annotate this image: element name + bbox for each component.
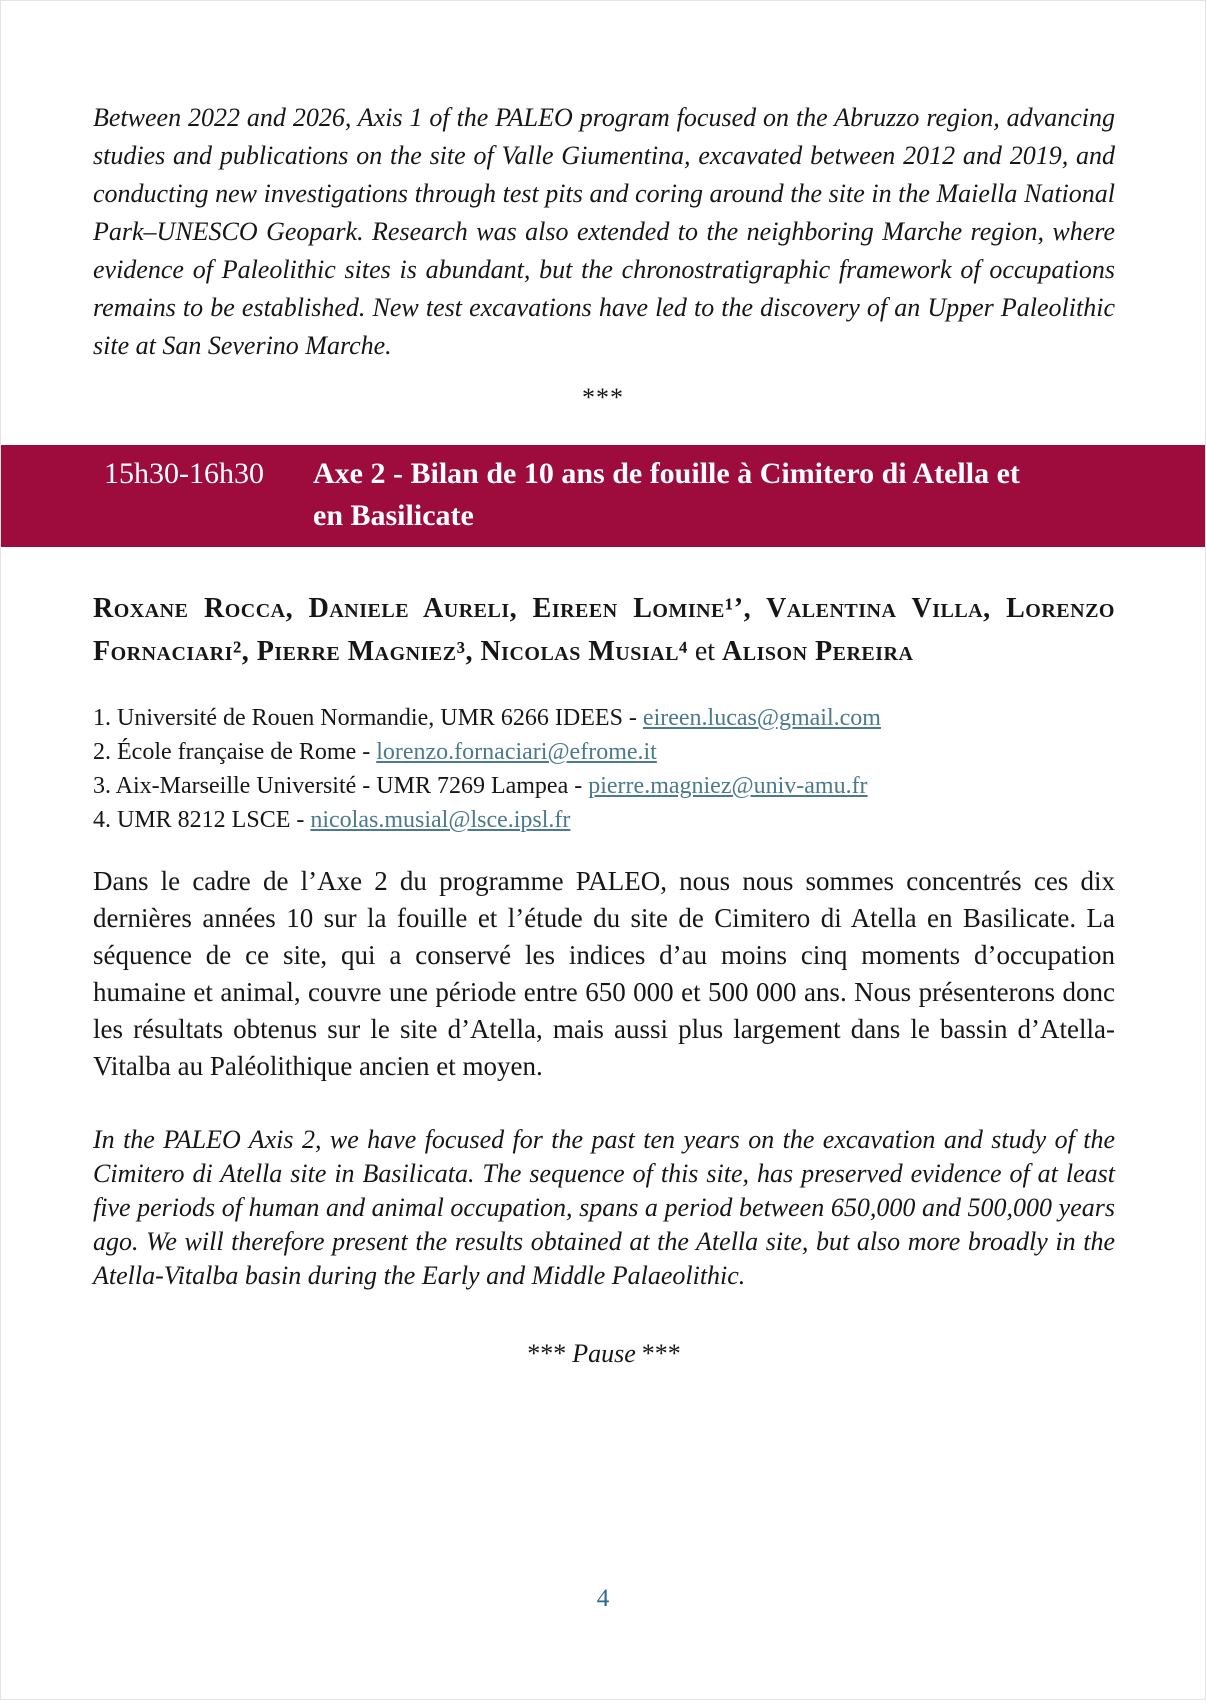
affiliations-list bbox=[93, 701, 1115, 837]
session-time: 15h30-16h30 bbox=[104, 457, 264, 490]
affiliation-email-link[interactable]: eireen.lucas@gmail.com bbox=[642, 705, 881, 731]
affiliation-label: 3. Aix-Marseille Université - UMR 7269 Lampea - bbox=[93, 773, 589, 799]
author-last-name: Alison Pereira bbox=[722, 636, 914, 667]
abstract-paragraph-en: In the PALEO Axis 2, we have focused for the past ten years on the excavation and study of the Cimitero di Atella site in Basilicata. The sequence of this site, has preserved evidence of at least five periods of human and animal occupation, spans a period between 650,000 and 500,000 years ago. We will therefore present the results obtained at the Atella site, but also more broadly in the Atella-Vitalba basin during the Early and Middle Palaeolithic. bbox=[93, 1125, 1115, 1290]
affiliation-email-link[interactable]: pierre.magniez@univ-amu.fr bbox=[588, 773, 868, 799]
affiliation-item bbox=[93, 735, 1115, 769]
pause-label: Pause bbox=[572, 1339, 636, 1368]
affiliation-item bbox=[93, 769, 1115, 803]
abstract-paragraph-fr: Dans le cadre de l’Axe 2 du programme PALEO, nous nous sommes concentrés ces dix dernières années 10 sur la fouille et l’étude du site de Cimitero di Atella en Basilicate. La séquence de ce site, qui a conservé les indices d’au moins cinq moments d’occupation humaine et animal, couvre une période entre 650 000 et 500 000 ans. Nous présenterons donc les résultats obtenus sur le site d’Atella, mais aussi plus largement dans le bassin d’Atella-Vitalba au Paléolithique ancien et moyen. bbox=[93, 866, 1115, 1081]
pause-stars-right: *** bbox=[641, 1339, 681, 1368]
affiliation-item bbox=[93, 803, 1115, 837]
affiliation-label: 1. Université de Rouen Normandie, UMR 6266 IDEES - bbox=[93, 705, 643, 731]
session-title-line1: Axe 2 - Bilan de 10 ans de fouille à Cimitero di Atella et bbox=[313, 457, 1020, 490]
authors-line bbox=[93, 587, 1115, 673]
page-content bbox=[1, 587, 1205, 1369]
authors-connector: et bbox=[687, 636, 723, 667]
pause-stars-left: *** bbox=[527, 1339, 567, 1368]
session-title bbox=[313, 453, 1165, 537]
author-names: Roxane Rocca, Daniele Aureli, Eireen Lomine¹ʼ, Valentina Villa, Lorenzo Fornaciari², Pierre Magniez³, Nicolas Musial⁴ bbox=[93, 593, 1115, 667]
intro-paragraph-en: Between 2022 and 2026, Axis 1 of the PALEO program focused on the Abruzzo region, advancing studies and publications on the site of Valle Giumentina, excavated between 2012 and 2019, and conducting new investigations through test pits and coring around the site in the Maiella National Park–UNESCO Geopark. Research was also extended to the neighboring Marche region, where evidence of Paleolithic sites is abundant, but the chronostratigraphic framework of occupations remains to be established. New test excavations have led to the discovery of an Upper Paleolithic site at San Severino Marche. bbox=[93, 103, 1115, 360]
affiliation-label: 4. UMR 8212 LSCE - bbox=[93, 807, 311, 833]
affiliation-item bbox=[93, 701, 1115, 735]
section-separator: *** bbox=[582, 383, 624, 412]
page-number: 4 bbox=[596, 1585, 610, 1612]
session-banner bbox=[1, 445, 1205, 547]
affiliation-label: 2. École française de Rome - bbox=[93, 739, 377, 765]
affiliation-email-link[interactable]: lorenzo.fornaciari@efrome.it bbox=[376, 739, 657, 765]
pause-separator bbox=[93, 1339, 1115, 1369]
session-title-line2: en Basilicate bbox=[313, 499, 474, 532]
affiliation-email-link[interactable]: nicolas.musial@lsce.ipsl.fr bbox=[310, 807, 571, 833]
